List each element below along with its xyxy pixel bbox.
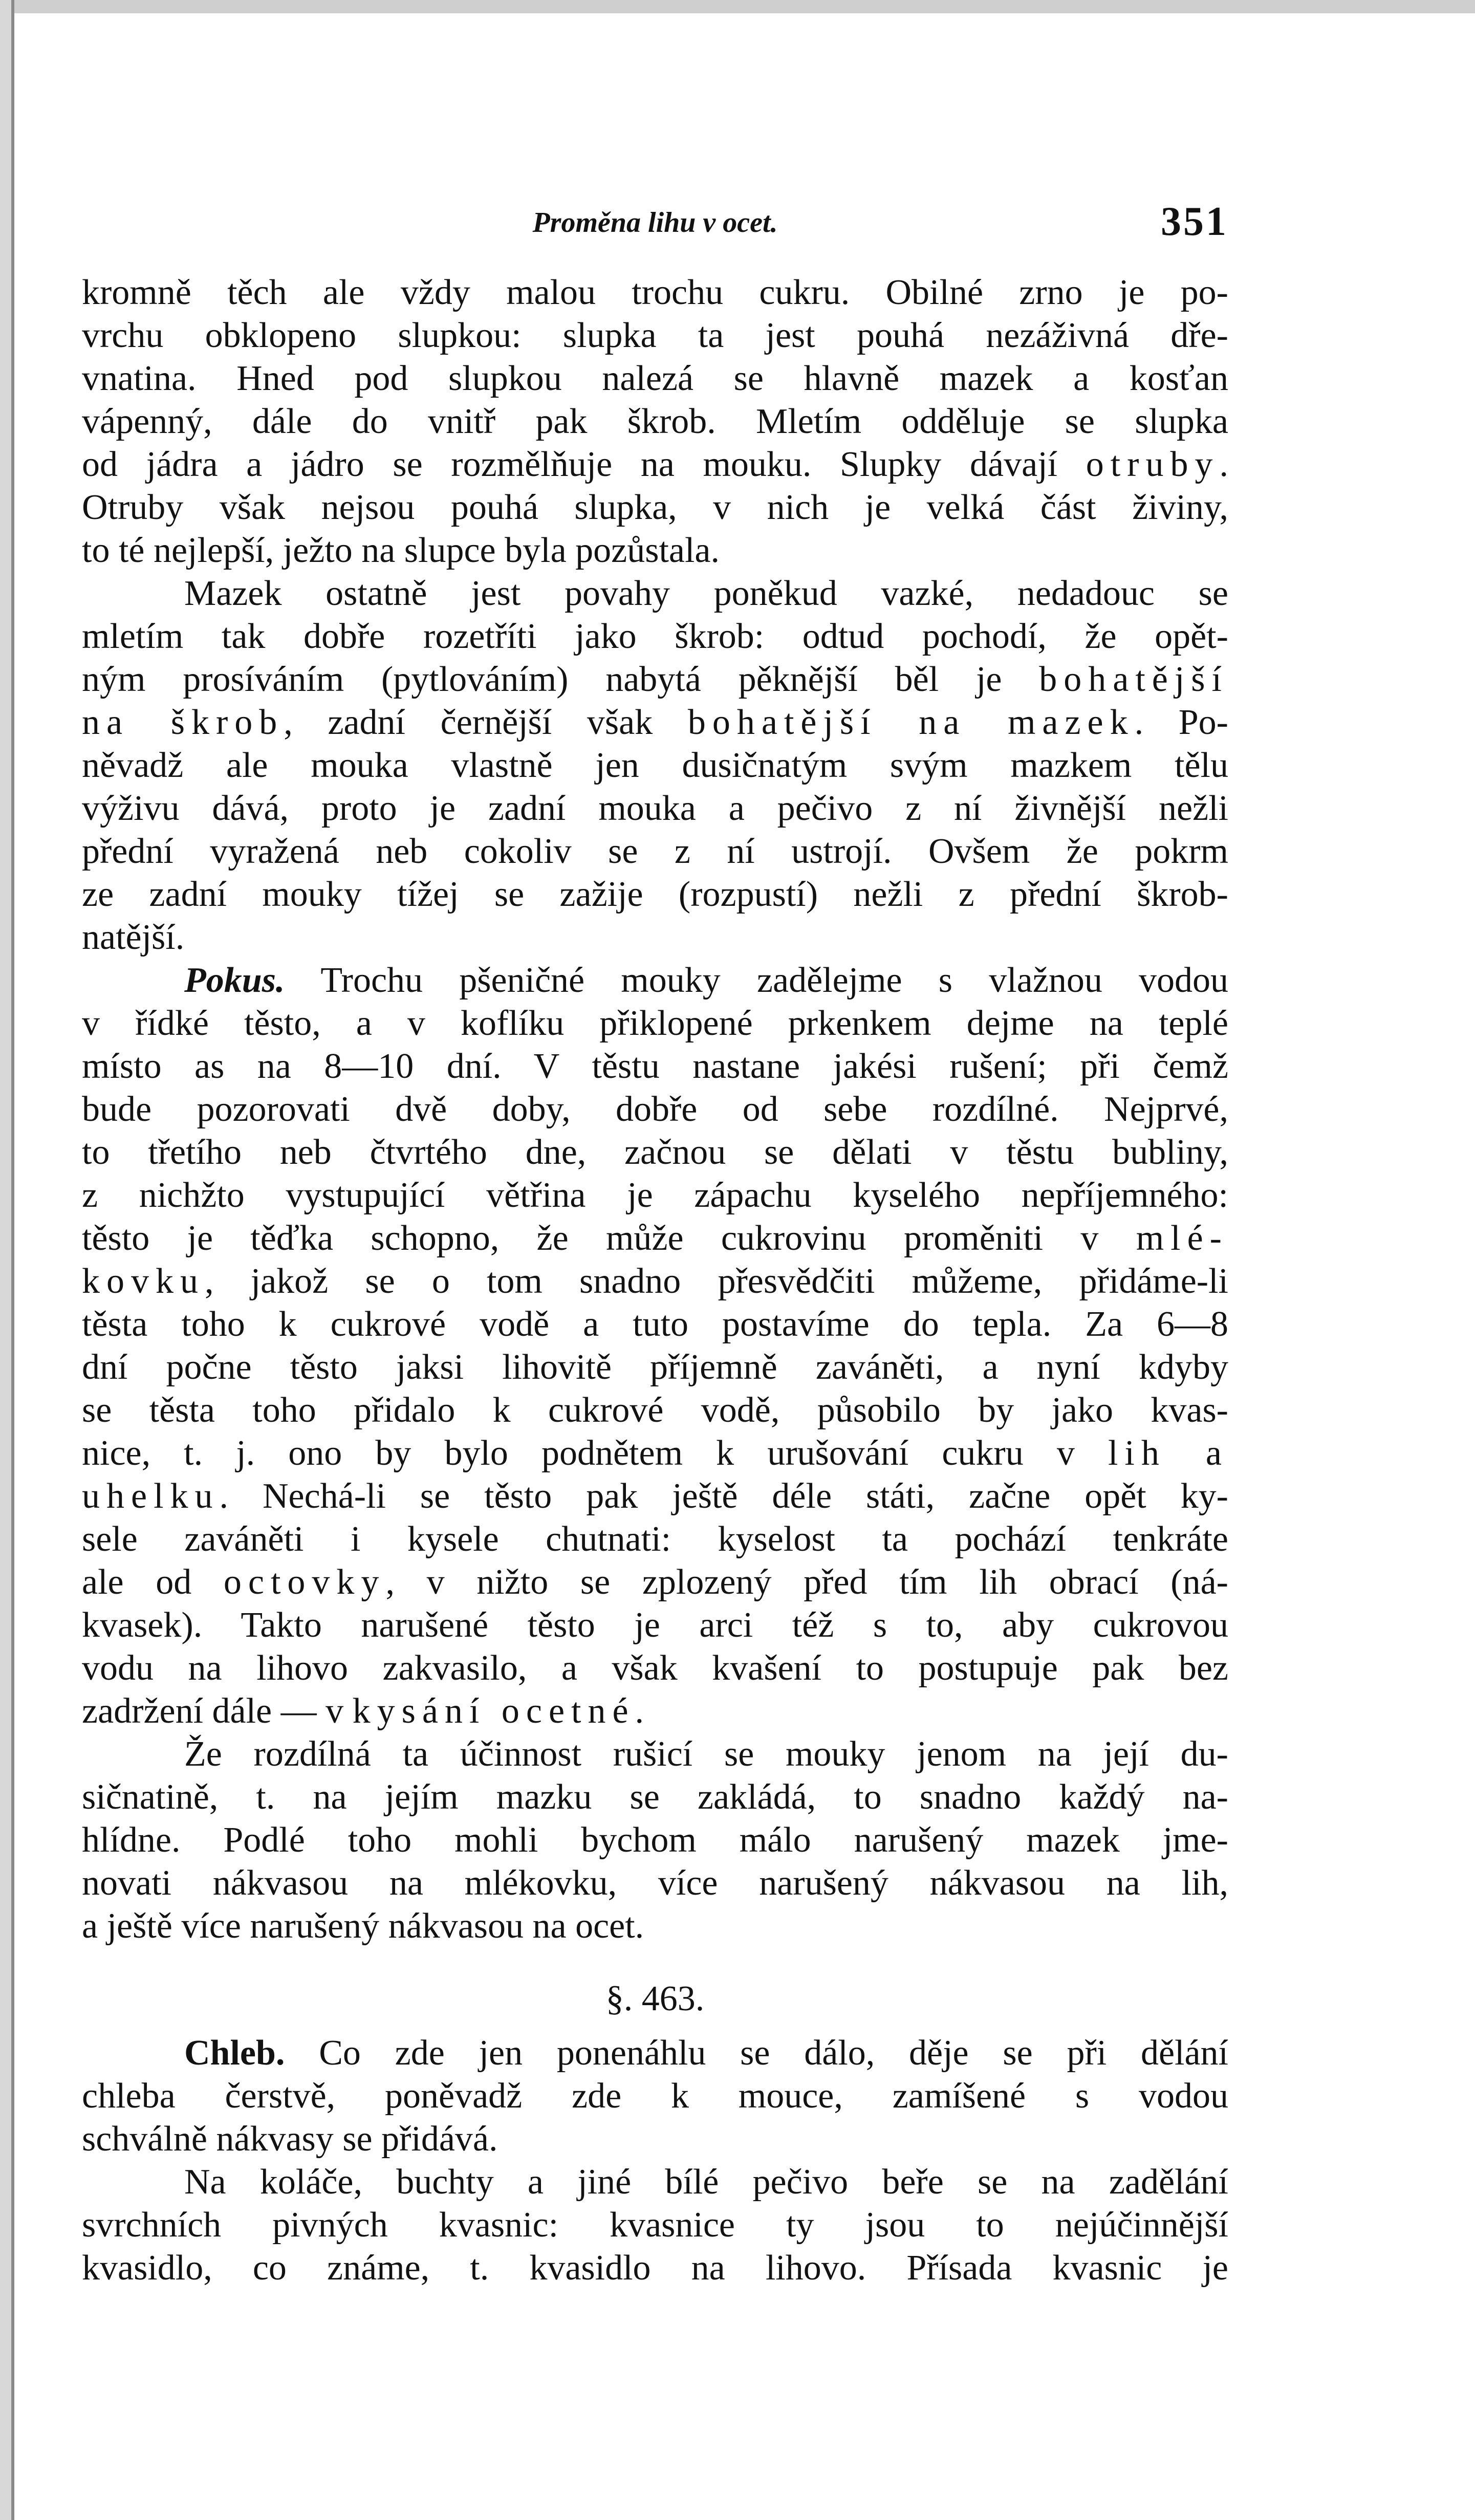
- text-line: to třetího neb čtvrtého dne, začnou se dělati v těstu bubliny,: [82, 1133, 1228, 1172]
- text-run: od jádra a jádro se rozmělňuje na mouku. Slupky dávají: [82, 445, 1086, 484]
- scan-top-edge: [0, 0, 1475, 13]
- text-line: a ještě více narušený nákvasou na ocet.: [82, 1906, 644, 1946]
- text-run: Co zde jen ponenáhlu se dálo, děje se při dělání: [285, 2033, 1228, 2073]
- text-line: ze zadní mouky tížej se zažije (rozpustí) nežli z přední škrob-: [82, 875, 1228, 914]
- text-run: . Po-: [1134, 703, 1228, 742]
- text-line: kromně těch ale vždy malou trochu cukru. Obilné zrno je po-: [82, 273, 1228, 312]
- text-run: ale od: [82, 1562, 224, 1602]
- text-line: [82, 2032, 1228, 2075]
- text-line: mletím tak dobře rozetříti jako škrob: odtud pochodí, že opět-: [82, 617, 1228, 656]
- text-line: přední vyražená neb cokoliv se z ní ustrojí. Ovšem že pokrm: [82, 832, 1228, 871]
- text-run: nice, t. j. ono by bylo podnětem k urušování cukru v: [82, 1433, 1108, 1473]
- spacer: [82, 2023, 1228, 2032]
- text-line: Že rozdílná ta účinnost rušicí se mouky jenom na její du-: [184, 1734, 1228, 1774]
- spaced-emphasis: octovky: [223, 1562, 386, 1602]
- spaced-emphasis: mlé-: [1136, 1219, 1228, 1258]
- paragraph: [82, 2032, 1228, 2161]
- paragraph-lead: Chleb.: [184, 2033, 285, 2073]
- text-line: [82, 1475, 1228, 1518]
- text-line: vodu na lihovo zakvasilo, a však kvašení to postupuje pak bez: [82, 1648, 1228, 1688]
- spaced-emphasis: otruby: [1086, 445, 1220, 484]
- text-line: chleba čerstvě, poněvadž zde k mouce, zamíšené s vodou: [82, 2076, 1228, 2116]
- text-line: Otruby však nejsou pouhá slupka, v nich je velká část živiny,: [82, 488, 1228, 527]
- text-run: , jakož se o tom snadno přesvědčiti můžeme, přidáme-li: [205, 1262, 1228, 1301]
- paragraph-lead: Pokus.: [184, 961, 285, 1000]
- text-line: hlídne. Podlé toho mohli bychom málo narušený mazek jme-: [82, 1820, 1228, 1860]
- spaced-emphasis: kysání ocetné: [352, 1691, 635, 1731]
- paragraph: [82, 572, 1228, 959]
- text-line: [82, 1561, 1228, 1604]
- text-line: [82, 1260, 1228, 1303]
- text-line: Na koláče, buchty a jiné bílé pečivo beře se na zadělání: [184, 2162, 1228, 2202]
- spaced-emphasis: bohatější: [1039, 660, 1228, 699]
- text-run: Trochu pšeničné mouky zadělejme s vlažnou vodou: [285, 961, 1228, 1000]
- text-line: sičnatině, t. na jejím mazku se zakládá, to snadno každý na-: [82, 1777, 1228, 1817]
- page-number: 351: [1161, 199, 1228, 244]
- text-line: kvasidlo, co známe, t. kvasidlo na lihovo. Přísada kvasnic je: [82, 2248, 1228, 2288]
- spacer: [82, 1948, 1228, 1975]
- text-line: výživu dává, proto je zadní mouka a pečivo z ní živnější nežli: [82, 789, 1228, 828]
- text-line: schválně nákvasy se přidává.: [82, 2119, 498, 2159]
- text-line: místo as na 8—10 dní. V těstu nastane jakési rušení; při čemž: [82, 1047, 1228, 1086]
- text-run: . Nechá-li se těsto pak ještě déle státi, začne opět ky-: [219, 1476, 1228, 1516]
- paragraph: [82, 959, 1228, 1733]
- text-line: v řídké těsto, a v koflíku přiklopené prkenkem dejme na teplé: [82, 1004, 1228, 1043]
- scan-binding-line: [11, 0, 14, 2520]
- spaced-emphasis: bohatější na mazek: [687, 703, 1135, 742]
- text-run: těsto je těďka schopno, že může cukrovinu proměniti v: [82, 1219, 1136, 1258]
- text-run: zadržení dále — v: [82, 1691, 353, 1731]
- text-line: [82, 701, 1228, 744]
- text-line: svrchních pivných kvasnic: kvasnice ty jsou to nejúčinnější: [82, 2205, 1228, 2245]
- scan-left-edge: [0, 0, 11, 2520]
- text-run: ným prosíváním (pytlováním) nabytá pěknější běl je: [82, 660, 1039, 699]
- text-line: vnatina. Hned pod slupkou nalezá se hlavně mazek a kosťan: [82, 359, 1228, 398]
- section-heading: §. 463.: [605, 1979, 705, 2018]
- text-line: z nichžto vystupující větřina je zápachu kyselého nepříjemného:: [82, 1176, 1228, 1215]
- text-line: [82, 1217, 1228, 1260]
- text-run: , zadní černější však: [284, 703, 688, 742]
- spaced-emphasis: uhelku: [82, 1476, 220, 1516]
- text-line: to té nejlepší, ježto na slupce byla pozůstala.: [82, 531, 720, 570]
- spaced-emphasis: kovku: [82, 1262, 205, 1301]
- text-line: Mazek ostatně jest povahy poněkud vazké, nedadouc se: [184, 574, 1228, 613]
- text-line: těsta toho k cukrové vodě a tuto postavíme do tepla. Za 6—8: [82, 1305, 1228, 1344]
- spaced-emphasis: na škrob: [82, 703, 284, 742]
- text-line: něvadž ale mouka vlastně jen dusičnatým svým mazkem tělu: [82, 746, 1228, 785]
- text-line: [82, 443, 1228, 486]
- text-line: [82, 1690, 1228, 1733]
- text-line: novati nákvasou na mlékovku, více narušený nákvasou na lih,: [82, 1863, 1228, 1903]
- text-line: [82, 959, 1228, 1002]
- page-body: [82, 271, 1228, 2290]
- text-line: se těsta toho přidalo k cukrové vodě, působilo by jako kvas-: [82, 1391, 1228, 1430]
- text-run: , v nižto se zplozený před tím lih obrací (ná-: [385, 1562, 1228, 1602]
- text-line: sele zaváněti i kysele chutnati: kyselost ta pochází tenkráte: [82, 1519, 1228, 1559]
- text-line: [82, 658, 1228, 701]
- page-header: [82, 200, 1228, 256]
- text-run: .: [1219, 445, 1228, 484]
- running-title: Proměna lihu v ocet.: [532, 207, 778, 238]
- text-line: bude pozorovati dvě doby, dobře od sebe rozdílné. Nejprvé,: [82, 1090, 1228, 1129]
- text-line: natější.: [82, 918, 185, 957]
- text-line: [82, 1432, 1228, 1475]
- paragraph: [82, 271, 1228, 572]
- text-run: .: [635, 1691, 644, 1731]
- spaced-emphasis: lih a: [1108, 1433, 1228, 1473]
- text-line: vápenný, dále do vnitř pak škrob. Mletím odděluje se slupka: [82, 402, 1228, 441]
- text-line: kvasek). Takto narušené těsto je arci též s to, aby cukrovou: [82, 1605, 1228, 1645]
- paragraph: [82, 1733, 1228, 1948]
- paragraph: [82, 2161, 1228, 2290]
- text-line: vrchu obklopeno slupkou: slupka ta jest pouhá nezáživná dře-: [82, 316, 1228, 355]
- text-line: dní počne těsto jaksi lihovitě příjemně zaváněti, a nyní kdyby: [82, 1348, 1228, 1387]
